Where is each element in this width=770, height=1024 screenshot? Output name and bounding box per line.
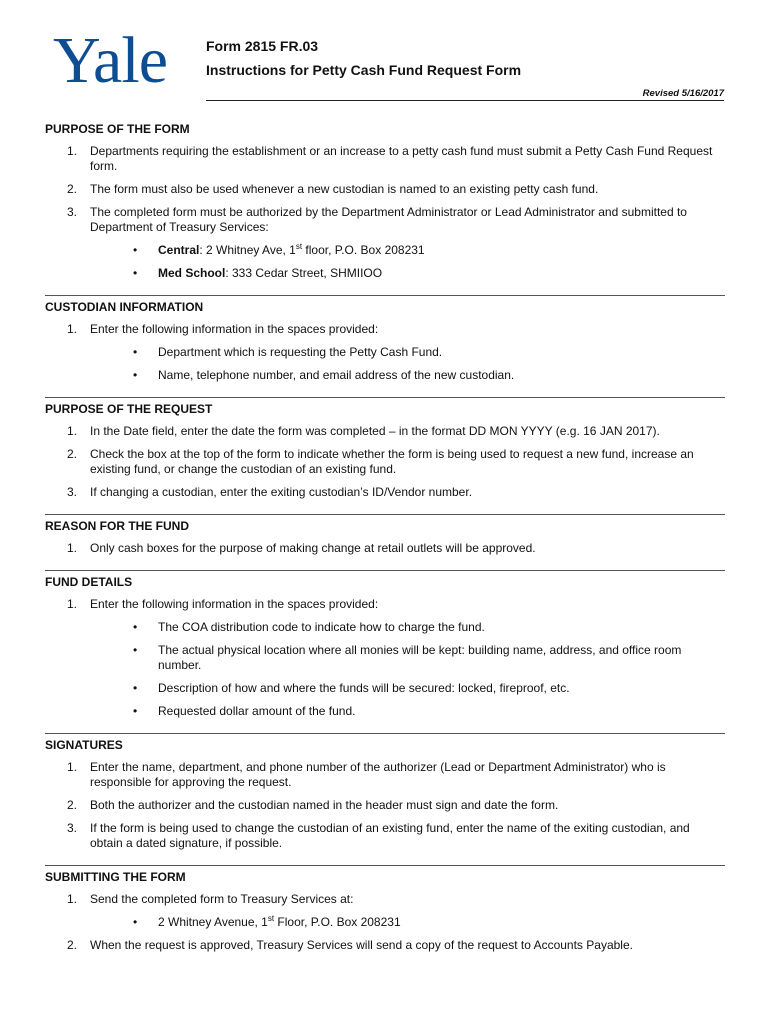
section-title: PURPOSE OF THE REQUEST (45, 402, 213, 416)
list-item: 2. Both the authorizer and the custodian named in the header must sign and date the form. (67, 798, 559, 812)
section-title: PURPOSE OF THE FORM (45, 122, 190, 136)
section-title: SUBMITTING THE FORM (45, 870, 186, 884)
bullet-item: • The actual physical location where all monies will be kept: building name, address, and office room number. (90, 643, 725, 673)
section-fund-details (45, 575, 725, 734)
bullet-item: • Department which is requesting the Petty Cash Fund. (90, 345, 725, 360)
form-number: Form 2815 FR.03 (206, 38, 319, 54)
section-custodian-information (45, 300, 725, 398)
section-title: SIGNATURES (45, 738, 123, 752)
instructions-body (45, 118, 725, 969)
list-item: 1. In the Date field, enter the date the form was completed – in the format DD MON YYYY (e.g. 16 JAN 2017). (67, 424, 660, 438)
bullet-item: • 2 Whitney Avenue, 1st Floor, P.O. Box 208231 (90, 915, 725, 930)
list-item: 3. The completed form must be authorized by the Department Administrator or Lead Administrator and submitted to Department of Treasury Services: • Central: 2 Whitney Ave, 1st floor, P.O. Box 208231 • Med School: 333 Cedar Street, SHMIIOO (45, 205, 725, 281)
form-title: Instructions for Petty Cash Fund Request Form (206, 62, 522, 78)
list-item: 1. Send the completed form to Treasury Services at: • 2 Whitney Avenue, 1st Floor, P.O. Box 208231 (45, 892, 725, 930)
section-title: CUSTODIAN INFORMATION (45, 300, 204, 314)
bullet-item: • Central: 2 Whitney Ave, 1st floor, P.O. Box 208231 (90, 243, 725, 258)
list-item: 2. Check the box at the top of the form to indicate whether the form is being used to request a new fund, increase an existing fund, or change the custodian of an existing fund. (67, 447, 694, 476)
list-item: 1. Enter the following information in the spaces provided: • The COA distribution code to indicate how to charge the fund. • The actual physical location where all monies will be kept: building name, address, and office room number. • Description of how and where the funds will be secured: locked, fireproof, etc. • Requested dollar amount of the fund. (45, 597, 725, 719)
bullet-item: • Requested dollar amount of the fund. (90, 704, 725, 719)
revised-date: Revised 5/16/2017 (206, 88, 724, 101)
list-item: 2. When the request is approved, Treasury Services will send a copy of the request to Accounts Payable. (67, 938, 633, 952)
bullet-item: • Description of how and where the funds will be secured: locked, fireproof, etc. (90, 681, 725, 696)
list-item: 1. Enter the name, department, and phone number of the authorizer (Lead or Department Administrator) who is responsible for approving the request. (67, 760, 666, 789)
section-title: FUND DETAILS (45, 575, 133, 589)
yale-logo: Yale (53, 24, 167, 97)
section-purpose-of-request (45, 402, 725, 515)
list-item: 2. The form must also be used whenever a new custodian is named to an existing petty cash fund. (67, 182, 599, 196)
list-item: 3. If the form is being used to change the custodian of an existing fund, enter the name of the exiting custodian, and obtain a dated signature, if possible. (67, 821, 690, 850)
section-title: REASON FOR THE FUND (45, 519, 189, 533)
list-item: 1. Departments requiring the establishment or an increase to a petty cash fund must submit a Petty Cash Fund Request form. (67, 144, 713, 173)
list-item: 1. Enter the following information in the spaces provided: • Department which is requesting the Petty Cash Fund. • Name, telephone number, and email address of the new custodian. (45, 322, 725, 383)
bullet-item: • Name, telephone number, and email address of the new custodian. (90, 368, 725, 383)
bullet-item: • Med School: 333 Cedar Street, SHMIIOO (90, 266, 725, 281)
list-item: 3. If changing a custodian, enter the exiting custodian’s ID/Vendor number. (67, 485, 473, 499)
section-signatures (45, 738, 725, 866)
section-reason-for-fund (45, 519, 725, 571)
section-submitting-form (45, 870, 725, 967)
bullet-item: • The COA distribution code to indicate how to charge the fund. (90, 620, 725, 635)
section-purpose-of-form (45, 122, 725, 296)
list-item: 1. Only cash boxes for the purpose of making change at retail outlets will be approved. (67, 541, 536, 555)
